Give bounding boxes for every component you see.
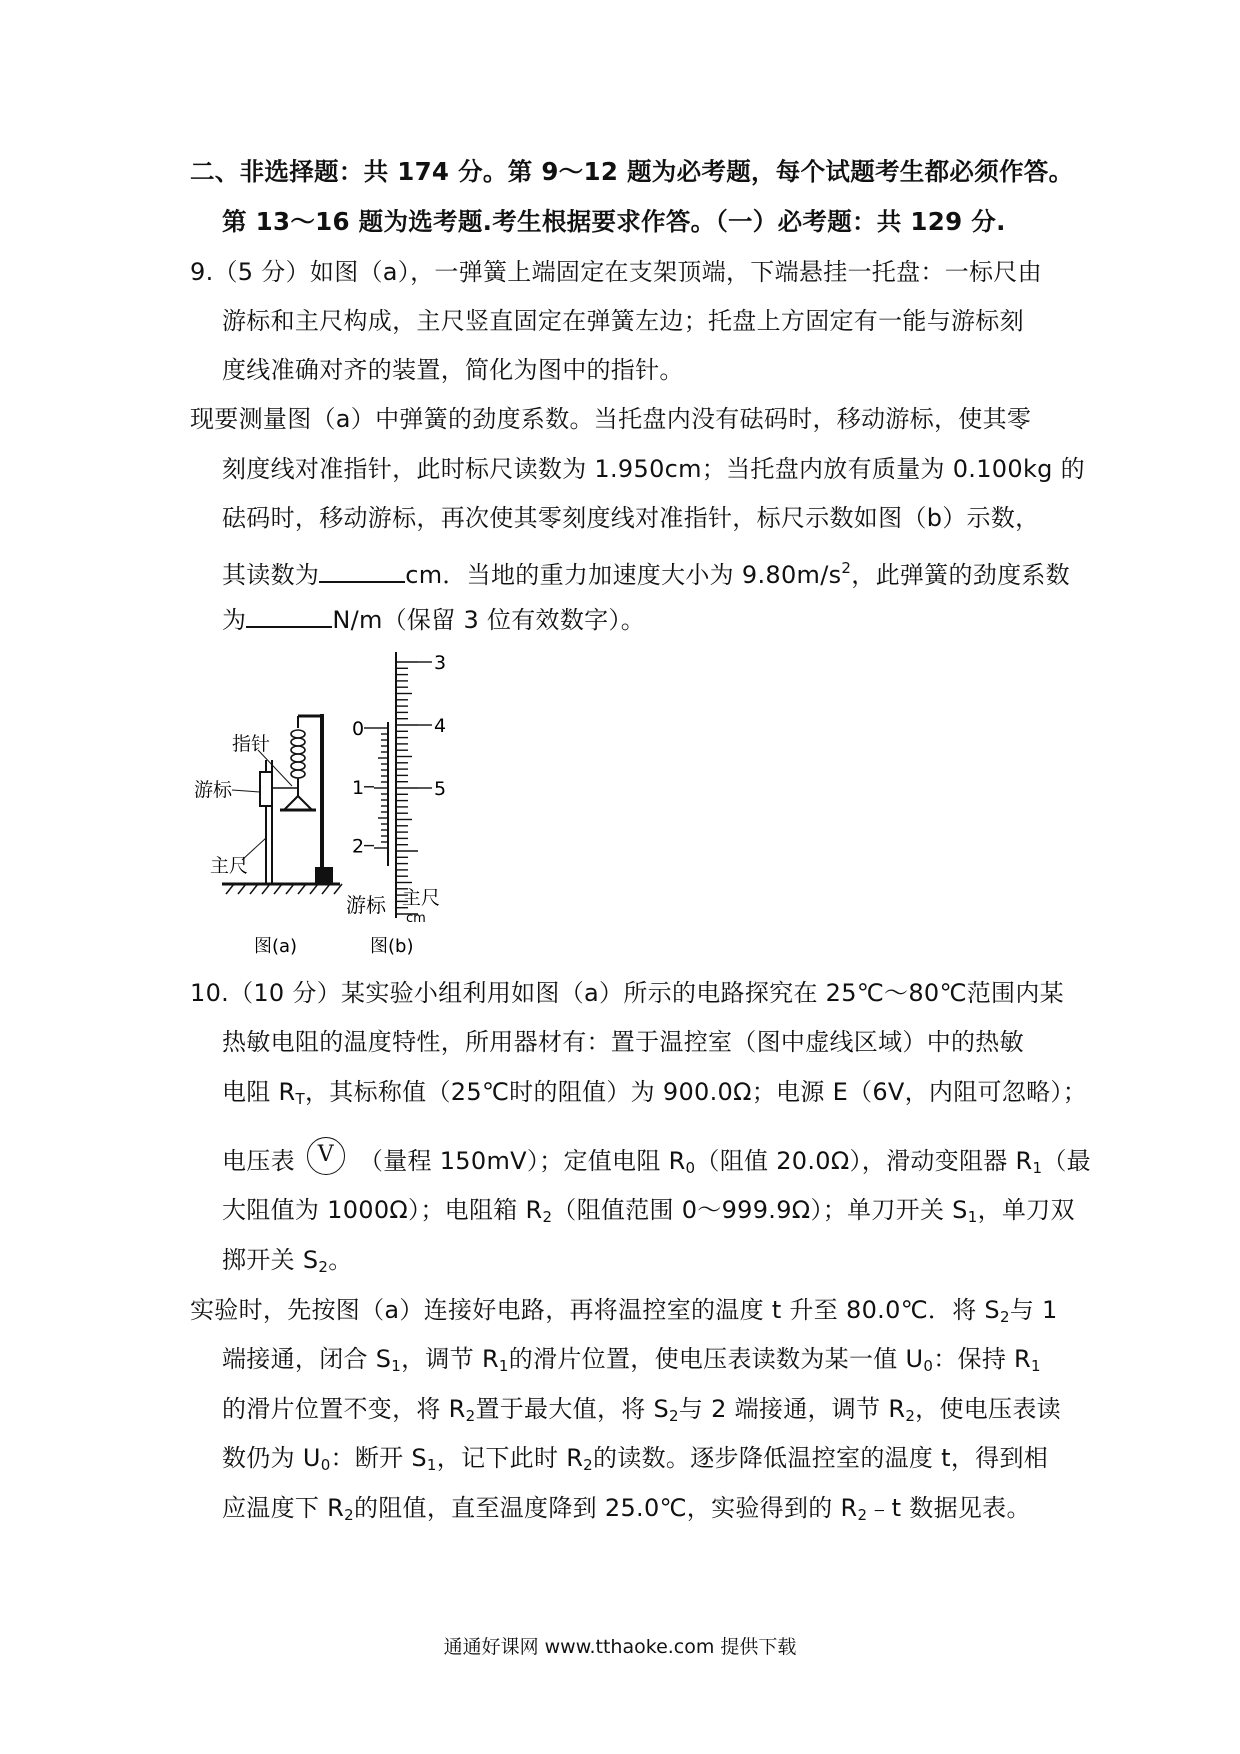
q10-line9-a: 的滑片位置不变，将 R	[222, 1395, 466, 1423]
q10-line10-d: 的读数。逐步降低温控室的温度 t，得到相	[593, 1444, 1049, 1472]
vernier-scale-label: 2	[352, 835, 365, 858]
q10-line5-a: 大阻值为 1000Ω）；电阻箱 R	[222, 1196, 543, 1224]
q9-line1: 9.（5 分）如图（a），一弹簧上端固定在支架顶端，下端悬挂一托盘：一标尺由	[190, 258, 1042, 286]
q10-line8-sub2: 1	[498, 1357, 509, 1375]
q10-line11-c: ﹣t 数据见表。	[867, 1494, 1031, 1522]
label-vernier: 游标	[194, 779, 233, 801]
voltmeter-icon: V	[307, 1137, 345, 1175]
q10-line8	[222, 1344, 1041, 1381]
q10-line5-sub2: 1	[967, 1208, 978, 1226]
section-header-line2: 第 13～16 题为选考题.考生根据要求作答。（一）必考题：共 129 分.	[222, 207, 1006, 236]
q10-line10-c: ，记下此时 R	[436, 1444, 584, 1472]
q10-line7-b: 与 1	[1009, 1296, 1058, 1324]
q10-line8-sub4: 1	[1031, 1357, 1041, 1375]
q10-line8-sub: 1	[391, 1357, 402, 1375]
q10-line5-sub: 2	[542, 1208, 553, 1226]
q10-line6	[222, 1245, 353, 1282]
q9-line7-text-a: 其读数为	[222, 561, 320, 589]
q9-line8-text-b: N/m（保留 3 位有效数字）。	[332, 606, 646, 634]
q10-line3	[222, 1077, 1087, 1114]
q10-line3-a: 电阻 R	[222, 1078, 296, 1106]
vernier-scale-label: 0	[352, 718, 365, 740]
label-pointer: 指针	[232, 733, 271, 755]
q10-line8-d: ：保持 R	[933, 1345, 1032, 1373]
vernier-scale-label: 1	[352, 776, 365, 799]
main-scale-label: 5	[434, 778, 447, 800]
q10-line10-sub: 0	[320, 1456, 331, 1474]
q10-line10	[222, 1443, 1048, 1480]
label-main-b: 主尺	[402, 887, 441, 909]
q9-line6: 砝码时，移动游标，再次使其零刻度线对准指针，标尺示数如图（b）示数，	[222, 504, 1040, 532]
q10-line4-a: 电压表	[222, 1147, 295, 1175]
q10-line6-a: 掷开关 S	[222, 1246, 319, 1274]
q10-line5-c: ，单刀双	[977, 1196, 1075, 1224]
caption-figure-b: 图(b)	[370, 936, 414, 957]
q10-line11-sub: 2	[344, 1506, 354, 1524]
footer-source: 通通好课网 www.tthaoke.com 提供下载	[443, 1636, 797, 1658]
q10-line8-c: 的滑片位置，使电压表读数为某一值 U	[508, 1345, 924, 1373]
q10-line3-b: ，其标称值（25℃时的阻值）为 900.0Ω；电源 E（6V，内阻可忽略）；	[304, 1078, 1088, 1106]
main-scale-label: 4	[434, 715, 447, 737]
q10-line10-sub2: 1	[426, 1456, 437, 1474]
q10-line9-sub: 2	[465, 1407, 476, 1425]
q10-line7	[190, 1295, 1058, 1332]
q10-line2: 热敏电阻的温度特性，所用器材有：置于温控室（图中虚线区域）中的热敏	[222, 1028, 1024, 1056]
q10-line4-b: （量程 150mV）；定值电阻 R	[358, 1147, 686, 1175]
label-vernier-b: 游标	[346, 893, 386, 917]
q10-line9-d: ，使电压表读	[915, 1395, 1061, 1423]
main-scale-label: 3	[434, 652, 447, 674]
q9-line7-text-b: cm．当地的重力加速度大小为 9.80m/s	[405, 561, 842, 589]
q10-line10-sub3: 2	[583, 1456, 594, 1474]
label-main-ruler: 主尺	[210, 855, 249, 877]
q10-line7-a: 实验时，先按图（a）连接好电路，再将温控室的温度 t 升至 80.0℃．将 S	[190, 1296, 1000, 1324]
q10-line9-sub2: 2	[669, 1407, 679, 1425]
q10-line4-sub: 0	[685, 1159, 696, 1177]
q9-line7-sup: 2	[841, 559, 852, 577]
q10-line8-b: ，调节 R	[401, 1345, 499, 1373]
q10-line9	[222, 1394, 1061, 1431]
q10-line9-sub3: 2	[905, 1407, 916, 1425]
q10-line8-a: 端接通，闭合 S	[222, 1345, 392, 1373]
q9-line3: 度线准确对齐的装置，简化为图中的指针。	[222, 356, 684, 384]
q10-line11	[222, 1493, 1031, 1530]
q10-line11-b: 的阻值，直至温度降到 25.0℃，实验得到的 R	[353, 1494, 858, 1522]
section-header-line1: 二、非选择题：共 174 分。第 9～12 题为必考题，每个试题考生都必须作答。	[190, 157, 1074, 186]
q10-line5-b: （阻值范围 0～999.9Ω）；单刀开关 S	[552, 1196, 968, 1224]
figure-b-vernier	[374, 652, 418, 918]
q9-line7-text-c: ，此弹簧的劲度系数	[851, 561, 1070, 589]
caption-figure-a: 图(a)	[254, 936, 298, 957]
q10-line9-b: 置于最大值，将 S	[475, 1395, 670, 1423]
q10-line10-b: ：断开 S	[330, 1444, 427, 1472]
q10-line8-sub3: 0	[923, 1357, 934, 1375]
label-unit-cm: cm	[406, 911, 426, 926]
q10-line6-sub: 2	[318, 1258, 329, 1276]
q10-line9-c: 与 2 端接通，调节 R	[678, 1395, 906, 1423]
q9-line2: 游标和主尺构成，主尺竖直固定在弹簧左边；托盘上方固定有一能与游标刻	[222, 307, 1024, 335]
q9-line8-text-a: 为	[222, 606, 247, 634]
q10-line4	[222, 1142, 1091, 1189]
q9-line5: 刻度线对准指针，此时标尺读数为 1.950cm；当托盘内放有质量为 0.100kg 的	[222, 455, 1085, 483]
q10-line6-b: 。	[328, 1246, 353, 1274]
q10-line7-sub: 2	[999, 1308, 1010, 1326]
q9-line4: 现要测量图（a）中弹簧的劲度系数。当托盘内没有砝码时，移动游标，使其零	[190, 405, 1032, 433]
q10-line4-d: （最	[1042, 1147, 1091, 1175]
q10-line4-c: （阻值 20.0Ω），滑动变阻器 R	[695, 1147, 1033, 1175]
q10-line5	[222, 1195, 1075, 1232]
q10-line1: 10.（10 分）某实验小组利用如图（a）所示的电路探究在 25℃～80℃范围内某	[190, 979, 1064, 1007]
q10-line11-a: 应温度下 R	[222, 1494, 345, 1522]
q10-line4-sub2: 1	[1032, 1159, 1043, 1177]
q10-line3-sub: T	[295, 1090, 305, 1108]
q10-line11-sub2: 2	[857, 1506, 868, 1524]
q10-line10-a: 数仍为 U	[222, 1444, 321, 1472]
